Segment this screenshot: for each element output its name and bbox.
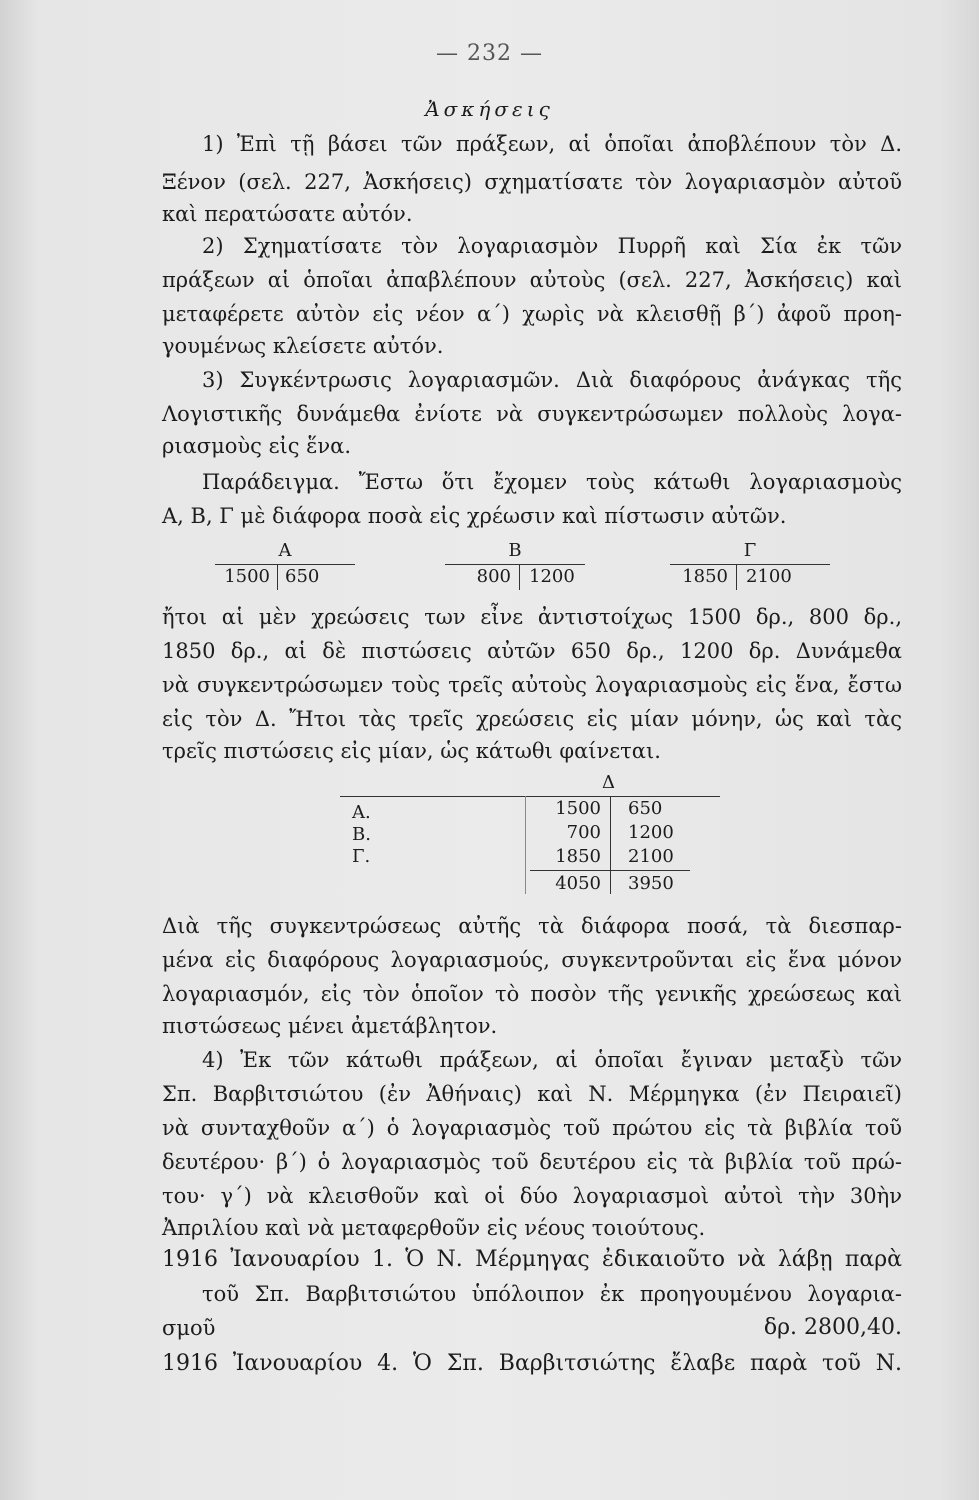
concentration-line-1: Διὰ τῆς συγκεντρώσεως αὐτῆς τὰ διάφορα ποσά, τὰ διεσπαρ- bbox=[162, 914, 902, 938]
exercise-4-line-5: του· γ΄) νὰ κλεισθοῦν καὶ οἱ δύο λογαριασμοὶ αὐτοὶ τὴν 30ὴν bbox=[162, 1184, 902, 1208]
concentration-line-4: πιστώσεως μένει ἀμετάβλητον. bbox=[162, 1014, 498, 1038]
delta-row-a-label: Α. bbox=[352, 802, 371, 823]
after-accounts-line-2: 1850 δρ., αἱ δὲ πιστώσεις αὐτῶν 650 δρ., 1200 δρ. Δυνάμεθα bbox=[162, 639, 902, 663]
exercise-1-line-1: 1) Ἐπὶ τῇ βάσει τῶν πράξεων, αἱ ὁποῖαι ἀποβλέπουν τὸν Δ. bbox=[202, 132, 902, 156]
after-accounts-line-3: νὰ συγκεντρώσωμεν τοὺς τρεῖς αὐτοὺς λογαριασμοὺς εἰς ἕνα, ἔστω bbox=[162, 673, 902, 697]
account-a-divider bbox=[277, 564, 278, 590]
account-b-name: Β bbox=[508, 540, 522, 561]
account-g bbox=[670, 540, 830, 592]
entry-1-line-2: τοῦ Σπ. Βαρβιτσιώτου ὑπόλοιπον ἐκ προηγουμένου λογαρια- bbox=[202, 1282, 902, 1306]
account-g-debit: 1850 bbox=[682, 566, 728, 587]
exercise-4-line-4: δευτέρου· β΄) ὁ λογαριασμὸς τοῦ δευτέρου εἰς τὰ βιβλία τοῦ πρώ- bbox=[162, 1150, 902, 1174]
exercise-3-line-3: ριασμοὺς εἰς ἕνα. bbox=[162, 434, 352, 458]
entry-1-line-3: σμοῦ bbox=[162, 1316, 216, 1340]
account-a-debit: 1500 bbox=[224, 566, 270, 587]
account-delta bbox=[340, 772, 720, 902]
delta-total-rule bbox=[530, 870, 690, 871]
account-b bbox=[445, 540, 585, 592]
exercise-3-line-2: Λογιστικῆς δυνάμεθα ἐνίοτε νὰ συγκεντρώσωμεν πολλοὺς λογα- bbox=[162, 402, 902, 426]
account-b-credit: 1200 bbox=[529, 566, 575, 587]
delta-row-b-label: Β. bbox=[352, 824, 371, 845]
delta-row-b-credit: 1200 bbox=[628, 822, 674, 843]
page-number: — 232 — bbox=[436, 41, 543, 66]
section-heading: Ἀσκήσεις bbox=[425, 97, 554, 121]
exercise-2-line-3: μεταφέρετε αὐτὸν εἰς νέον α΄) χωρὶς νὰ κλεισθῇ β΄) ἀφοῦ προη- bbox=[162, 302, 902, 326]
exercise-2-line-2: πράξεων αἱ ὁποῖαι ἀπαβλέπουν αὐτοὺς (σελ. 227, Ἀσκήσεις) καὶ bbox=[162, 268, 902, 292]
exercise-4-line-3: νὰ συνταχθοῦν α΄) ὁ λογαριασμὸς τοῦ πρώτου εἰς τὰ βιβλία τοῦ bbox=[162, 1116, 902, 1140]
delta-row-g-credit: 2100 bbox=[628, 846, 674, 867]
account-a-rule bbox=[215, 564, 355, 565]
account-a-name: Α bbox=[278, 540, 292, 561]
account-g-name: Γ bbox=[743, 540, 757, 561]
account-delta-left-margin bbox=[525, 796, 526, 894]
after-accounts-line-1: ἤτοι αἱ μὲν χρεώσεις των εἶνε ἀντιστοίχως 1500 δρ., 800 δρ., bbox=[162, 605, 902, 629]
exercise-4-line-2: Σπ. Βαρβιτσιώτου (ἐν Ἀθήναις) καὶ Ν. Μέρμηγκα (ἐν Πειραιεῖ) bbox=[162, 1082, 902, 1106]
exercise-4-line-6: Ἀπριλίου καὶ νὰ μεταφερθοῦν εἰς νέους τοιούτους. bbox=[162, 1216, 706, 1240]
exercise-2-line-4: γουμένως κλείσετε αὐτόν. bbox=[162, 334, 444, 358]
concentration-line-3: λογαριασμόν, εἰς τὸν ὁποῖον τὸ ποσὸν τῆς γενικῆς χρεώσεως καὶ bbox=[162, 982, 902, 1006]
delta-row-b-debit: 700 bbox=[566, 822, 601, 843]
delta-row-g-debit: 1850 bbox=[555, 846, 601, 867]
account-b-divider bbox=[519, 564, 520, 590]
delta-total-debit: 4050 bbox=[555, 873, 601, 894]
account-g-credit: 2100 bbox=[746, 566, 792, 587]
delta-total-credit: 3950 bbox=[628, 873, 674, 894]
exercise-4-line-1: 4) Ἐκ τῶν κάτωθι πράξεων, αἱ ὁποῖαι ἔγιναν μεταξὺ τῶν bbox=[202, 1048, 902, 1072]
exercise-2-line-1: 2) Σχηματίσατε τὸν λογαριασμὸν Πυρρῆ καὶ Σία ἐκ τῶν bbox=[202, 234, 902, 258]
exercise-1-line-3: καὶ περατώσατε αὐτόν. bbox=[162, 202, 413, 226]
delta-row-g-label: Γ. bbox=[352, 846, 371, 867]
example-line-2: Α, Β, Γ μὲ διάφορα ποσὰ εἰς χρέωσιν καὶ πίστωσιν αὐτῶν. bbox=[162, 504, 787, 528]
entry-1-amount: δρ. 2800,40. bbox=[763, 1315, 902, 1340]
exercise-3-line-1: 3) Συγκέντρωσις λογαριασμῶν. Διὰ διαφόρους ἀνάγκας τῆς bbox=[202, 368, 902, 392]
account-delta-divider bbox=[610, 796, 611, 894]
account-b-debit: 800 bbox=[476, 566, 511, 587]
account-a bbox=[215, 540, 355, 592]
after-accounts-line-4: εἰς τὸν Δ. Ἤτοι τὰς τρεῖς χρεώσεις εἰς μίαν μόνην, ὡς καὶ τὰς bbox=[162, 707, 902, 731]
account-b-rule bbox=[445, 564, 585, 565]
account-g-rule bbox=[670, 564, 830, 565]
delta-row-a-debit: 1500 bbox=[555, 798, 601, 819]
exercise-1-line-2: Ξένον (σελ. 227, Ἀσκήσεις) σχηματίσατε τὸν λογαριασμὸν αὐτοῦ bbox=[162, 170, 902, 194]
account-a-credit: 650 bbox=[285, 566, 320, 587]
after-accounts-line-5: τρεῖς πιστώσεις εἰς μίαν, ὡς κάτωθι φαίνεται. bbox=[162, 739, 661, 763]
entry-2-line-1: 1916 Ἰανουαρίου 4. Ὁ Σπ. Βαρβιτσιώτης ἔλαβε παρὰ τοῦ Ν. bbox=[162, 1351, 902, 1376]
account-delta-top-rule bbox=[340, 796, 720, 797]
delta-row-a-credit: 650 bbox=[628, 798, 663, 819]
account-g-divider bbox=[736, 564, 737, 590]
account-delta-title: Δ bbox=[602, 772, 615, 793]
entry-1-line-1: 1916 Ἰανουαρίου 1. Ὁ Ν. Μέρμηγας ἐδικαιοῦτο νὰ λάβῃ παρὰ bbox=[162, 1247, 902, 1272]
example-line-1: Παράδειγμα. Ἔστω ὅτι ἔχομεν τοὺς κάτωθι λογαριασμοὺς bbox=[202, 470, 902, 494]
concentration-line-2: μένα εἰς διαφόρους λογαριασμούς, συγκεντροῦνται εἰς ἕνα μόνον bbox=[162, 948, 902, 972]
